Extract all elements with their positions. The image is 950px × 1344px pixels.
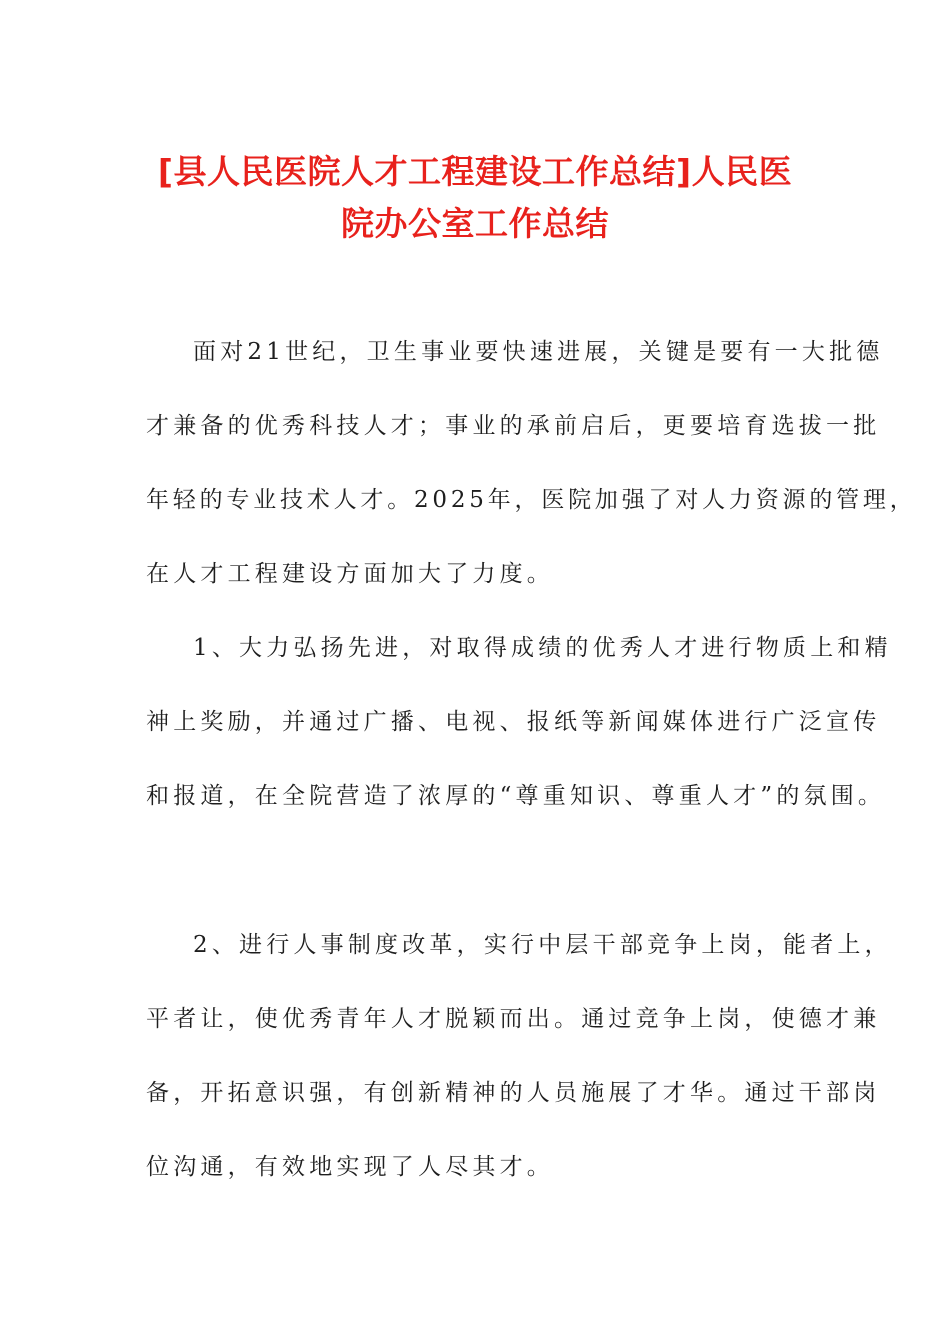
paragraph-3-line-2: 平者让，使优秀青年人才脱颖而出。通过竞争上岗，使德才兼 bbox=[146, 1006, 881, 1032]
paragraph-1-line-3: 年轻的专业技术人才。2025年，医院加强了对人力资源的管理， bbox=[146, 487, 917, 513]
paragraph-3-line-4: 位沟通，有效地实现了人尽其才。 bbox=[146, 1154, 554, 1180]
paragraph-1-line-1: 面对21世纪，卫生事业要快速进展，关键是要有一大批德 bbox=[193, 339, 884, 365]
document-title bbox=[120, 146, 830, 250]
paragraph-3-line-1: 2、进行人事制度改革，实行中层干部竞争上岗，能者上， bbox=[193, 932, 892, 958]
paragraph-2-line-2: 神上奖励，并通过广播、电视、报纸等新闻媒体进行广泛宣传 bbox=[146, 709, 881, 735]
paragraph-1-line-2: 才兼备的优秀科技人才；事业的承前启后，更要培育选拔一批 bbox=[146, 413, 881, 439]
paragraph-2-line-3: 和报道，在全院营造了浓厚的“尊重知识、尊重人才”的氛围。 bbox=[146, 783, 886, 809]
paragraph-2-line-1: 1、大力弘扬先进，对取得成绩的优秀人才进行物质上和精 bbox=[193, 635, 892, 661]
paragraph-1-line-4: 在人才工程建设方面加大了力度。 bbox=[146, 561, 554, 587]
paragraph-3-line-3: 备，开拓意识强，有创新精神的人员施展了才华。通过干部岗 bbox=[146, 1080, 881, 1106]
title-line-1: [县人民医院人才工程建设工作总结]人民医 bbox=[157, 152, 793, 191]
title-line-2: 院办公室工作总结 bbox=[341, 204, 609, 243]
